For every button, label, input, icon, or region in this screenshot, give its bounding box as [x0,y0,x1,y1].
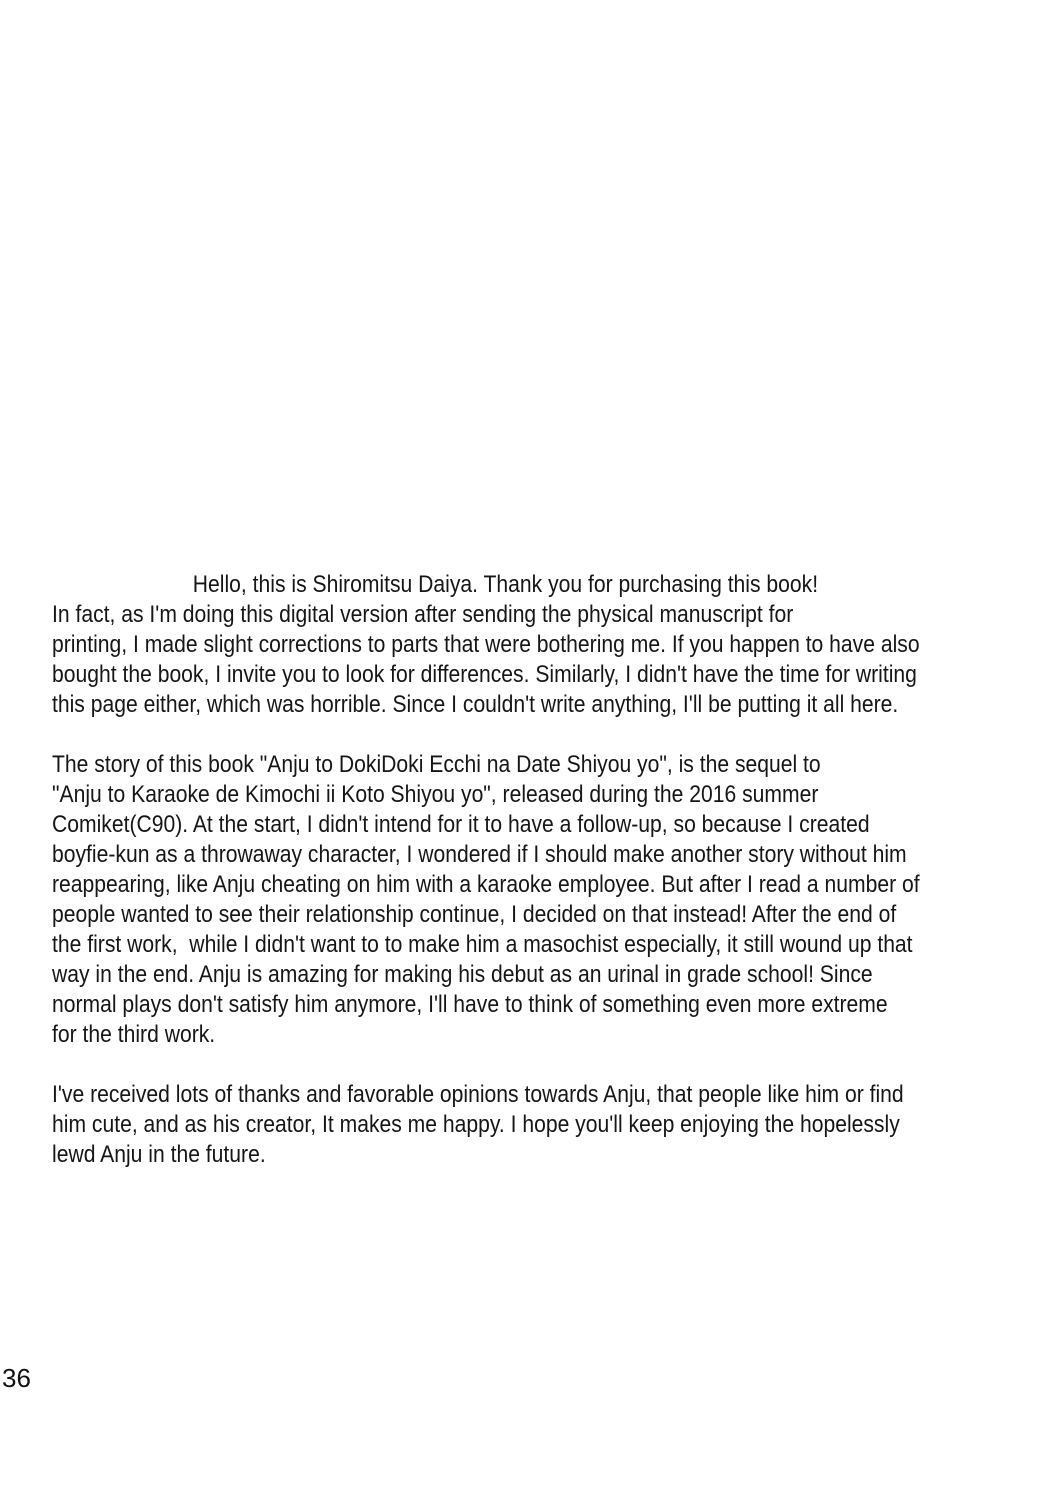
afterword-line: In fact, as I'm doing this digital version after sending the physical manuscript for [52,601,794,628]
afterword-line: Hello, this is Shiromitsu Daiya. Thank you for purchasing this book! [192,571,819,598]
afterword-line: The story of this book "Anju to DokiDoki Ecchi na Date Shiyou yo", is the sequel to [52,751,821,778]
afterword-line: bought the book, I invite you to look for differences. Similarly, I didn't have the time for writing [52,661,917,688]
paragraph-thanks [52,1080,1062,1170]
afterword-line: Comiket(C90). At the start, I didn't intend for it to have a follow-up, so because I created [52,811,870,838]
afterword-line: boyfie-kun as a throwaway character, I wondered if I should make another story without him [52,841,907,868]
afterword-line: him cute, and as his creator, It makes me happy. I hope you'll keep enjoying the hopelessly [52,1111,900,1138]
page-number: 36 [2,1363,31,1393]
afterword-line: normal plays don't satisfy him anymore, I'll have to think of something even more extreme [52,991,888,1018]
afterword-line: people wanted to see their relationship continue, I decided on that instead! After the end of [52,901,897,928]
afterword-line: printing, I made slight corrections to parts that were bothering me. If you happen to have also [52,631,920,658]
afterword-line: for the third work. [52,1021,216,1048]
afterword-line: "Anju to Karaoke de Kimochi ii Koto Shiyou yo", released during the 2016 summer [52,781,819,808]
afterword-line: reappearing, like Anju cheating on him with a karaoke employee. But after I read a number of [52,871,920,898]
afterword-line: lewd Anju in the future. [52,1141,266,1168]
afterword-line: I've received lots of thanks and favorable opinions towards Anju, that people like him or find [52,1081,904,1108]
afterword-line: this page either, which was horrible. Since I couldn't write anything, I'll be putting it all here. [52,691,899,718]
paragraph-story [52,750,1062,1050]
afterword-text-block [52,570,1062,1170]
afterword-line: way in the end. Anju is amazing for making his debut as an urinal in grade school! Since [52,961,873,988]
paragraph-intro [52,570,1062,720]
afterword-line: the first work, while I didn't want to to make him a masochist especially, it still wound up that [52,931,913,958]
